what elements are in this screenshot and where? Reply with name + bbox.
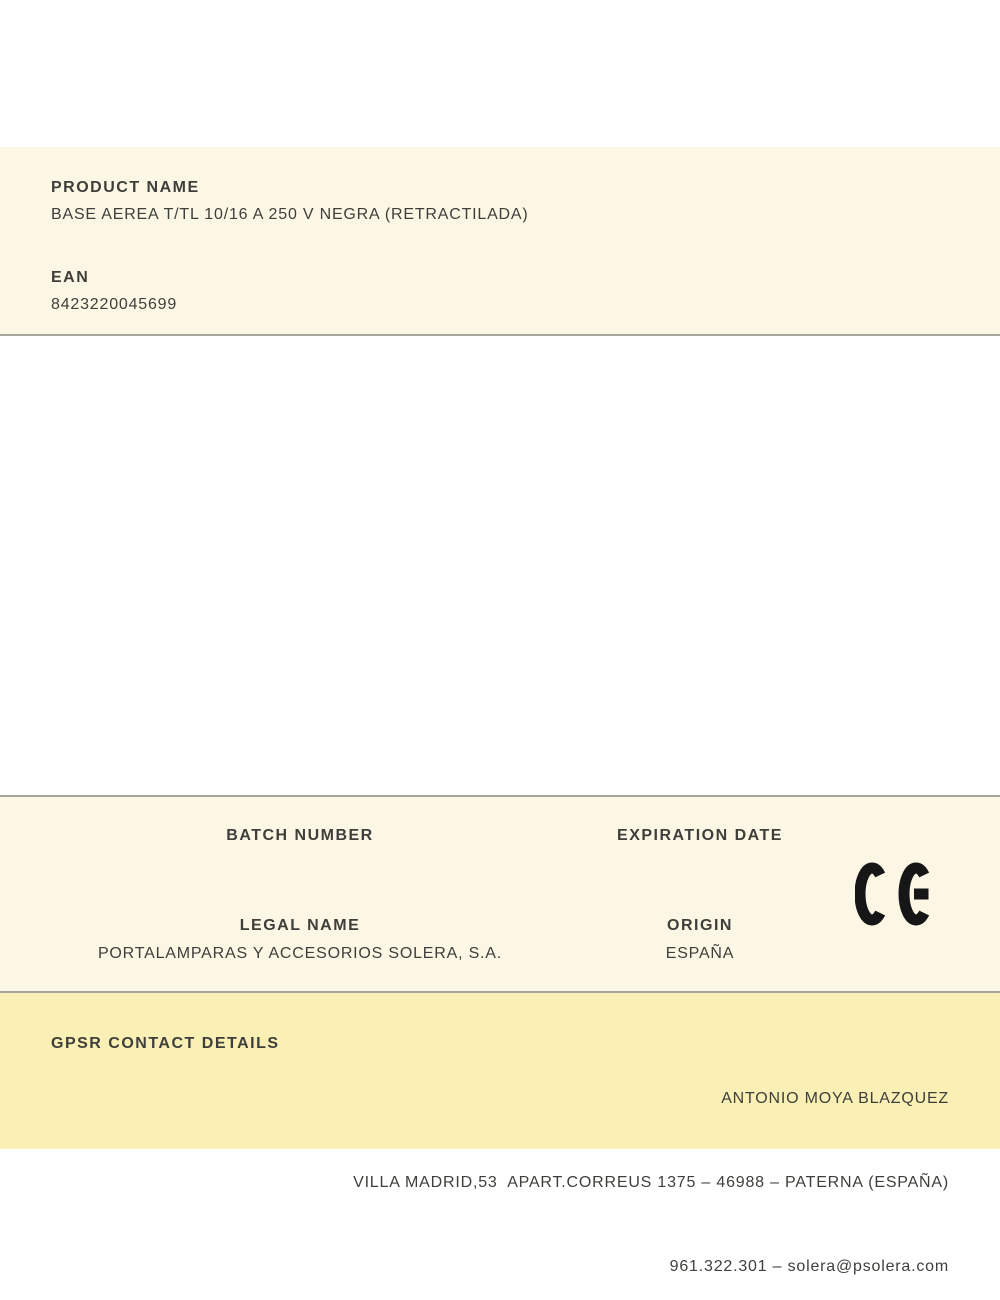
gpsr-contact-address: VILLA MADRID,53 APART.CORREUS 1375 – 46988 – PATERNA (ESPAÑA) — [353, 1174, 949, 1191]
ean-field — [51, 268, 949, 314]
product-name-field — [51, 178, 949, 224]
details-section — [0, 795, 1000, 993]
batch-number-label: BATCH NUMBER — [226, 827, 374, 844]
gpsr-contact-block — [353, 1029, 949, 1300]
expiration-date-label: EXPIRATION DATE — [617, 827, 783, 844]
product-section — [0, 147, 1000, 336]
details-left-column — [50, 797, 550, 963]
details-right-column — [550, 797, 850, 963]
gpsr-section — [0, 993, 1000, 1275]
origin-value: ESPAÑA — [665, 945, 735, 962]
gpsr-contact-details-label: GPSR CONTACT DETAILS — [51, 1035, 280, 1052]
product-name-value: BASE AEREA T/TL 10/16 A 250 V NEGRA (RETRACTILADA) — [51, 206, 529, 223]
gpsr-contact-name: ANTONIO MOYA BLAZQUEZ — [721, 1090, 949, 1107]
legal-name-label: LEGAL NAME — [239, 917, 361, 934]
origin-label: ORIGIN — [667, 917, 733, 934]
ean-label: EAN — [51, 269, 90, 286]
ce-mark-icon — [855, 862, 935, 926]
gpsr-contact-phone-email: 961.322.301 – solera@psolera.com — [669, 1258, 949, 1275]
product-name-label: PRODUCT NAME — [51, 179, 200, 196]
legal-name-value: PORTALAMPARAS Y ACCESORIOS SOLERA, S.A. — [97, 945, 503, 962]
ean-value: 8423220045699 — [51, 296, 178, 313]
